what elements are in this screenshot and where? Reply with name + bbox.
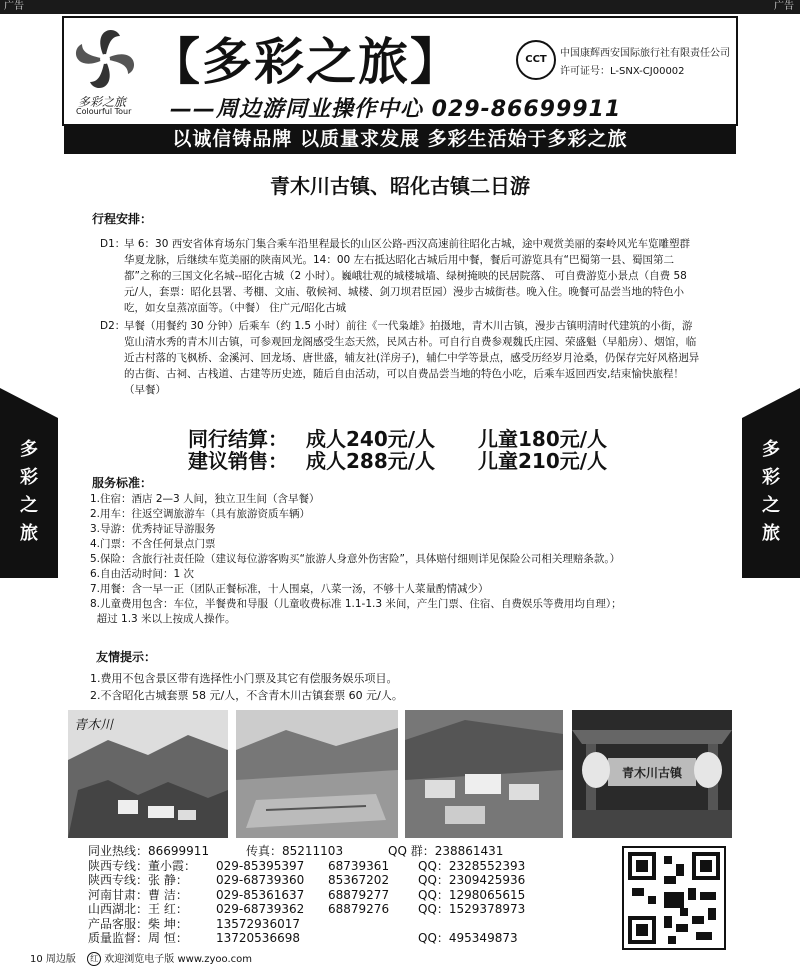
contact-qq: QQ：1298065615 bbox=[418, 887, 526, 902]
tips-list bbox=[90, 670, 720, 704]
contact-phone: 029-85395397 bbox=[216, 858, 305, 873]
left-side-tab bbox=[0, 418, 58, 578]
services-heading: 服务标准： bbox=[92, 476, 153, 490]
tips-heading: 友情提示： bbox=[96, 650, 157, 664]
contact-phone: 85367202 bbox=[328, 873, 390, 887]
contact-row bbox=[88, 844, 628, 859]
service-item: 7.用餐：含一早一正（团队正餐标准，十人围桌，八菜一汤，不够十人菜量酌情减少） bbox=[90, 583, 489, 595]
qr-code-icon[interactable] bbox=[622, 846, 726, 950]
day-label: D2： bbox=[100, 320, 126, 332]
fax: 传真：85211103 bbox=[246, 844, 344, 858]
hotline: 同业热线：86699911 bbox=[88, 844, 210, 858]
contact-name: 产品客服：柴 坤： bbox=[88, 916, 188, 931]
left-tab-tip bbox=[0, 388, 58, 418]
itinerary-day-2 bbox=[100, 318, 700, 398]
ad-label-left: 广告 bbox=[4, 1, 24, 12]
side-char: 之 bbox=[762, 495, 780, 516]
contact-phone: 68739361 bbox=[328, 858, 390, 873]
photo-town-gate bbox=[572, 710, 732, 838]
side-char: 多 bbox=[762, 439, 780, 460]
contact-name: 山西湖北：王 红： bbox=[88, 902, 188, 916]
side-char: 之 bbox=[20, 495, 38, 516]
side-char: 彩 bbox=[20, 467, 38, 488]
contact-name: 陕西专线：董小霞： bbox=[88, 858, 197, 873]
price-label: 建议销售： bbox=[188, 449, 288, 473]
contact-phone: 029-68739360 bbox=[216, 873, 305, 887]
service-item: 超过 1.3 米以上按成人操作。 bbox=[90, 613, 236, 625]
license-number: 许可证号：L-SNX-CJ00002 bbox=[560, 66, 685, 77]
day-text: 早餐（用餐约 30 分钟）后乘车（约 1.5 小时）前往《一代枭雄》拍摄地，青木川古镇，漫步古镇明清时代建筑的小街，游览山清水秀的青木川古镇，可参观回龙阁感受生态天然，民风古朴。可自行自费参观魏氏庄园、荣盛魁（早船房）、烟馆，临近古村落的飞枫桥、金溪河、回龙场、唐世盛，辅友社(洋房子)，辅仁中学等景点，感受历经岁月沧桑，仍保存完好风格迥异的古街、古祠、古栈道、古建等历史迹，随后自由活动，可以自费品尝当地的特色小吃，后乘车返回西安,结束愉快旅程！ （早餐） bbox=[124, 320, 700, 396]
contact-phone: 029-85361637 bbox=[216, 887, 305, 902]
contact-phone: 13572936017 bbox=[216, 916, 300, 931]
photo-caption: 青木川 bbox=[74, 718, 114, 733]
itinerary-heading: 行程安排： bbox=[92, 212, 153, 226]
contact-phone: 68879277 bbox=[328, 887, 390, 902]
contact-row bbox=[88, 917, 628, 932]
logo-chinese-text: 多彩之旅 bbox=[78, 95, 127, 109]
brand-subtitle: ——周边游同业操作中心 029-86699911 bbox=[170, 97, 622, 122]
page-number: 10 周边版 bbox=[30, 954, 76, 965]
photo-valley-fields bbox=[236, 710, 398, 838]
tour-title: 青木川古镇、昭化古镇二日游 bbox=[270, 174, 530, 198]
pinwheel-logo-icon bbox=[70, 24, 140, 94]
service-item: 3.导游：优秀持证导游服务 bbox=[90, 523, 216, 535]
price-row-trade bbox=[188, 428, 658, 450]
right-side-tab bbox=[742, 418, 800, 578]
price-block bbox=[188, 428, 658, 472]
service-item: 8.儿童费用包含：车位，半餐费和导服（儿童收费标准 1.1-1.3 米间，产生门票、住宿、自费娱乐等费用均自理）； bbox=[90, 598, 622, 610]
brand-title: 【多彩之旅】 bbox=[150, 33, 462, 91]
contact-qq: QQ：495349873 bbox=[418, 931, 518, 945]
day-text: 早 6：30 西安省体育场东门集合乘车沿里程最长的山区公路-西汉高速前往昭化古城，途中观赏美丽的秦岭风光车览雕塑群华夏龙脉，后继续车览美丽的陕南风光。14：00 左右抵达昭化古城后用中餐，餐后可游览具有“巴蜀第一县、蜀国第二都”之称的三国文化名城--昭化古城（2 小时）。巍峨壮观的城楼城墙、绿树掩映的民居院落、 可自费游览小景点（自费 58 元/人，套票：昭化县署、考棚、文庙、敬候祠、城楼、剑刀坝君臣园）漫步古城街巷。晚入住。晚餐可品尝当地的特色小吃，如女皇蒸凉面等。（中餐） 住广元/昭化古城 bbox=[124, 238, 691, 314]
logo-english-text: Colourful Tour bbox=[76, 107, 132, 116]
service-item: 2.用车：往返空调旅游车（具有旅游资质车辆） bbox=[90, 508, 311, 520]
price-label: 同行结算： bbox=[188, 427, 288, 451]
photo-ancient-village bbox=[405, 710, 563, 838]
cct-seal-icon: CCT bbox=[516, 40, 556, 80]
price-adult: 成人240元/人 bbox=[306, 427, 436, 451]
service-item: 5.保险：含旅行社责任险（建议每位游客购买“旅游人身意外伤害险”，具体赔付细则详见保险公司相关理赔条款。） bbox=[90, 553, 621, 565]
ad-label-right: 广告 bbox=[774, 1, 794, 12]
contact-row bbox=[88, 859, 628, 874]
contact-phone: 13720536698 bbox=[216, 931, 300, 945]
top-strip bbox=[0, 0, 800, 14]
day-label: D1： bbox=[100, 238, 126, 250]
service-item: 1.住宿：酒店 2—3 人间，独立卫生间（含早餐） bbox=[90, 493, 320, 505]
right-tab-tip bbox=[742, 388, 800, 418]
service-item: 4.门票：不含任何景点门票 bbox=[90, 538, 216, 550]
contact-phone: 029-68739362 bbox=[216, 902, 305, 916]
side-char: 多 bbox=[20, 439, 38, 460]
page-footer bbox=[30, 950, 252, 966]
services-list bbox=[90, 492, 720, 627]
photo-qingmuchuan-town bbox=[68, 710, 228, 838]
side-char: 旅 bbox=[762, 523, 780, 544]
contact-row bbox=[88, 902, 628, 917]
contact-qq: QQ：2328552393 bbox=[418, 858, 526, 873]
contact-name: 质量监督：周 恒： bbox=[88, 931, 188, 945]
contact-block bbox=[88, 844, 628, 946]
itinerary-day-1 bbox=[100, 236, 700, 316]
service-item: 6.自由活动时间：1 次 bbox=[90, 568, 195, 580]
agency-name: 中国康辉西安国际旅行社有限责任公司 bbox=[560, 48, 730, 59]
footer-text[interactable]: 欢迎浏览电子版 www.zyoo.com bbox=[104, 954, 253, 965]
price-adult: 成人288元/人 bbox=[306, 449, 436, 473]
price-row-retail bbox=[188, 450, 658, 472]
contact-name: 河南甘肃：曹 洁： bbox=[88, 887, 188, 902]
contact-row bbox=[88, 873, 628, 888]
contact-qq: QQ：2309425936 bbox=[418, 873, 526, 887]
red-circle-icon: 红 bbox=[87, 952, 101, 966]
side-char: 彩 bbox=[762, 467, 780, 488]
tip-item: 2.不含昭化古城套票 58 元/人，不含青木川古镇套票 60 元/人。 bbox=[90, 689, 403, 702]
price-child: 儿童180元/人 bbox=[478, 427, 608, 451]
qq-group: QQ 群：238861431 bbox=[388, 844, 504, 858]
contact-name: 陕西专线：张 静： bbox=[88, 873, 188, 887]
side-char: 旅 bbox=[20, 523, 38, 544]
contact-row bbox=[88, 888, 628, 903]
gate-sign-text: 青木川古镇 bbox=[621, 766, 682, 780]
itinerary-list bbox=[100, 236, 700, 400]
contact-row bbox=[88, 931, 628, 946]
contact-phone: 68879276 bbox=[328, 902, 390, 916]
slogan-banner: 以诚信铸品牌 以质量求发展 多彩生活始于多彩之旅 bbox=[64, 124, 736, 154]
price-child: 儿童210元/人 bbox=[478, 449, 608, 473]
tip-item: 1.费用不包含景区带有选择性小门票及其它有偿服务娱乐项目。 bbox=[90, 672, 398, 685]
contact-qq: QQ：1529378973 bbox=[418, 902, 526, 916]
